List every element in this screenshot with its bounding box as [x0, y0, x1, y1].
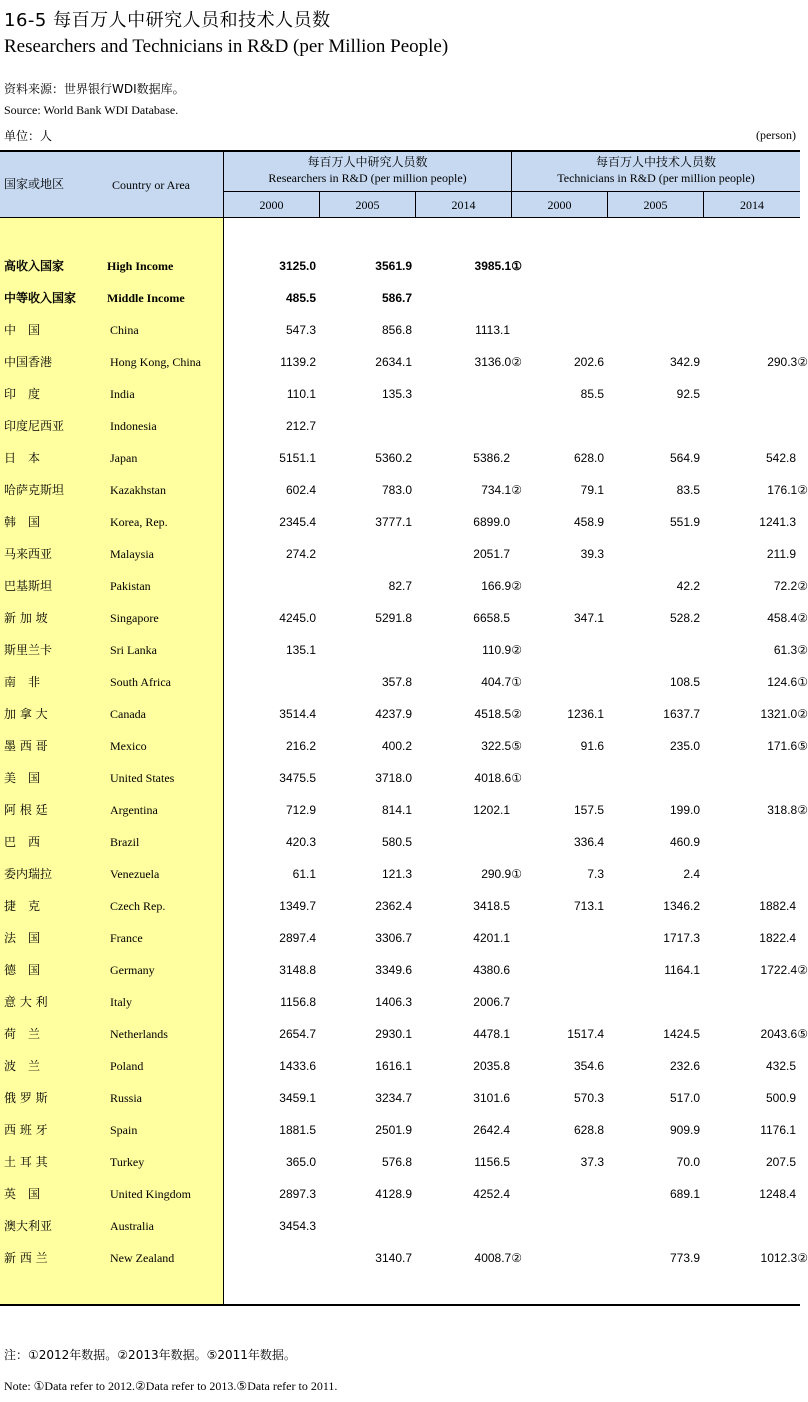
value-cell: 576.8 [381, 1155, 412, 1169]
value-cell: 570.3 [573, 1091, 604, 1105]
country-name-en: United States [110, 771, 175, 785]
source-cn: 资料来源：世界银行WDI数据库。 [4, 82, 185, 96]
country-name-en: United Kingdom [110, 1187, 191, 1201]
value-cell: 517.0 [669, 1091, 700, 1105]
value-cell: 551.9 [669, 515, 700, 529]
table-row [0, 762, 800, 794]
value-cell: 202.6 [573, 355, 604, 369]
value-cell: 83.5 [676, 483, 700, 497]
value-cell: 1822.4 [759, 931, 796, 945]
value-cell: 458.9 [573, 515, 604, 529]
value-cell: 2006.7 [473, 995, 510, 1009]
value-cell: 176.1② [767, 483, 808, 497]
data-table [0, 150, 808, 1306]
value-cell: 1236.1 [567, 707, 604, 721]
value-cell: 1202.1 [473, 803, 510, 817]
table-row [0, 442, 800, 474]
year-divider [703, 191, 704, 218]
country-name-en: Spain [110, 1123, 138, 1137]
value-cell: 2043.6⑤ [760, 1027, 808, 1041]
country-name-cn: 新 加 坡 [4, 611, 48, 625]
value-cell: 166.9② [481, 579, 522, 593]
value-cell: 3475.5 [279, 771, 316, 785]
value-cell: 460.9 [669, 835, 700, 849]
country-name-cn: 土 耳 其 [4, 1155, 48, 1169]
table-row [0, 282, 800, 314]
value-cell: 909.9 [669, 1123, 700, 1137]
table-row [0, 826, 800, 858]
year-divider [607, 191, 608, 218]
country-name-cn: 俄 罗 斯 [4, 1091, 48, 1105]
table-row [0, 570, 808, 602]
table-row [0, 314, 800, 346]
country-name-cn: 英 国 [4, 1187, 41, 1201]
value-cell: 82.7 [388, 579, 412, 593]
table-row [0, 890, 800, 922]
page-title-en: Researchers and Technicians in R&D (per Million People) [4, 36, 449, 57]
value-cell: 3514.4 [279, 707, 316, 721]
table-row [0, 346, 808, 378]
value-cell: 5291.8 [375, 611, 412, 625]
table-row [0, 1050, 800, 1082]
country-name-en: Indonesia [110, 419, 157, 433]
source-en: Source: World Bank WDI Database. [4, 103, 179, 117]
value-cell: 4518.5② [474, 707, 522, 721]
country-name-en: Middle Income [107, 291, 185, 305]
country-name-en: Pakistan [110, 579, 151, 593]
value-cell: 586.7 [381, 291, 412, 305]
value-cell: 61.3② [773, 643, 808, 657]
value-cell: 2634.1 [375, 355, 412, 369]
country-name-en: India [110, 387, 135, 401]
value-cell: 336.4 [573, 835, 604, 849]
value-cell: 458.4② [767, 611, 808, 625]
value-cell: 4201.1 [473, 931, 510, 945]
value-cell: 4018.6① [474, 771, 522, 785]
country-name-en: High Income [107, 259, 174, 273]
country-name-en: Russia [110, 1091, 143, 1105]
table-row [0, 698, 808, 730]
value-cell: 712.9 [285, 803, 316, 817]
country-name-cn: 委内瑞拉 [4, 867, 53, 881]
value-cell: 773.9 [669, 1251, 700, 1265]
country-name-cn: 澳大利亚 [4, 1219, 53, 1233]
value-cell: 342.9 [669, 355, 700, 369]
country-name-en: Germany [110, 963, 155, 977]
year-divider [415, 191, 416, 218]
year-row-rule [224, 191, 800, 192]
value-cell: 1717.3 [663, 931, 700, 945]
value-cell: 1349.7 [279, 899, 316, 913]
value-cell: 2345.4 [279, 515, 316, 529]
value-cell: 5151.1 [279, 451, 316, 465]
value-cell: 3125.0 [279, 259, 316, 273]
header-researchers-en: Researchers in R&D (per million people) [268, 171, 467, 185]
value-cell: 3140.7 [375, 1251, 412, 1265]
table-top-rule [0, 150, 800, 152]
country-name-en: Italy [110, 995, 132, 1009]
country-name-cn: 中国香港 [4, 355, 53, 369]
year-header: 2000 [259, 198, 284, 212]
value-cell: 354.6 [573, 1059, 604, 1073]
country-name-cn: 意 大 利 [4, 995, 48, 1009]
value-cell: 3985.1① [474, 259, 522, 273]
table-row [0, 922, 800, 954]
value-cell: 91.6 [580, 739, 604, 753]
value-cell: 347.1 [573, 611, 604, 625]
value-cell: 121.3 [381, 867, 412, 881]
value-cell: 4380.6 [473, 963, 510, 977]
table-row [0, 1210, 800, 1242]
value-cell: 318.8② [767, 803, 808, 817]
value-cell: 3561.9 [375, 259, 412, 273]
value-cell: 1113.1 [475, 323, 510, 337]
header-technicians-en: Technicians in R&D (per million people) [557, 171, 755, 185]
table-row [0, 602, 808, 634]
value-cell: 814.1 [381, 803, 412, 817]
value-cell: 211.9 [766, 547, 796, 561]
value-cell: 1012.3② [760, 1251, 808, 1265]
value-cell: 39.3 [580, 547, 604, 561]
header-researchers-cn: 每百万人中研究人员数 [307, 155, 428, 169]
country-name-en: Kazakhstan [110, 483, 166, 497]
value-cell: 207.5 [765, 1155, 796, 1169]
country-name-en: Poland [110, 1059, 144, 1073]
value-cell: 232.6 [669, 1059, 700, 1073]
country-name-cn: 巴基斯坦 [4, 579, 53, 593]
value-cell: 37.3 [580, 1155, 604, 1169]
value-cell: 1722.4② [760, 963, 808, 977]
table-bottom-rule [0, 1304, 800, 1306]
year-header: 2014 [740, 198, 764, 212]
value-cell: 500.9 [765, 1091, 796, 1105]
value-cell: 110.1 [286, 387, 316, 401]
value-cell: 3718.0 [375, 771, 412, 785]
value-cell: 4128.9 [375, 1187, 412, 1201]
header-technicians [512, 154, 800, 186]
value-cell: 4008.7② [474, 1251, 522, 1265]
value-cell: 171.6⑤ [767, 739, 808, 753]
value-cell: 1139.2 [280, 355, 316, 369]
value-cell: 61.1 [292, 867, 316, 881]
unit-en: (person) [756, 128, 796, 142]
value-cell: 1164.1 [664, 963, 700, 977]
value-cell: 4478.1 [473, 1027, 510, 1041]
table-row [0, 474, 808, 506]
value-cell: 1424.5 [663, 1027, 700, 1041]
value-cell: 110.9② [482, 643, 522, 657]
value-cell: 2897.3 [279, 1187, 316, 1201]
year-header: 2005 [355, 198, 380, 212]
value-cell: 2654.7 [279, 1027, 316, 1041]
country-name-en: South Africa [110, 675, 171, 689]
table-row [0, 506, 800, 538]
country-name-en: Venezuela [110, 867, 160, 881]
table-row [0, 730, 808, 762]
value-cell: 528.2 [669, 611, 700, 625]
value-cell: 1406.3 [375, 995, 412, 1009]
value-cell: 4245.0 [279, 611, 316, 625]
country-name-en: France [110, 931, 143, 945]
value-cell: 5360.2 [375, 451, 412, 465]
country-name-cn: 高收入国家 [4, 259, 65, 273]
value-cell: 713.1 [573, 899, 604, 913]
table-row [0, 1242, 808, 1274]
value-cell: 42.2 [676, 579, 700, 593]
value-cell: 92.5 [676, 387, 700, 401]
value-cell: 6899.0 [473, 515, 510, 529]
value-cell: 2897.4 [279, 931, 316, 945]
value-cell: 1637.7 [663, 707, 700, 721]
value-cell: 400.2 [381, 739, 412, 753]
country-name-en: Korea, Rep. [110, 515, 168, 529]
value-cell: 564.9 [669, 451, 700, 465]
country-name-en: Turkey [110, 1155, 145, 1169]
value-cell: 1616.1 [375, 1059, 412, 1073]
value-cell: 602.4 [285, 483, 316, 497]
country-name-cn: 印 度 [4, 387, 41, 401]
value-cell: 2362.4 [375, 899, 412, 913]
header-technicians-cn: 每百万人中技术人员数 [595, 155, 716, 169]
country-name-cn: 阿 根 廷 [4, 803, 48, 817]
country-name-en: Australia [110, 1219, 154, 1233]
country-name-en: Hong Kong, China [110, 355, 201, 369]
header-country-en: Country or Area [112, 178, 190, 192]
country-name-cn: 加 拿 大 [4, 707, 48, 721]
header-bottom-rule [0, 217, 800, 218]
country-name-en: Argentina [110, 803, 158, 817]
country-name-cn: 中 国 [4, 323, 41, 337]
table-row [0, 1082, 800, 1114]
value-cell: 365.0 [285, 1155, 316, 1169]
value-cell: 72.2② [773, 579, 808, 593]
country-name-cn: 墨 西 哥 [4, 739, 48, 753]
value-cell: 1517.4 [567, 1027, 604, 1041]
country-name-en: Czech Rep. [110, 899, 166, 913]
country-name-cn: 波 兰 [4, 1059, 41, 1073]
value-cell: 3777.1 [375, 515, 412, 529]
value-cell: 1176.1 [760, 1123, 796, 1137]
value-cell: 3306.7 [375, 931, 412, 945]
table-row [0, 1018, 808, 1050]
country-name-en: Singapore [110, 611, 159, 625]
country-name-en: China [110, 323, 139, 337]
unit-cn: 单位：人 [4, 129, 53, 143]
country-name-cn: 印度尼西亚 [4, 419, 65, 433]
value-cell: 1241.3 [759, 515, 796, 529]
value-cell: 1156.8 [280, 995, 316, 1009]
year-header: 2005 [643, 198, 668, 212]
table-row [0, 1178, 800, 1210]
value-cell: 4252.4 [473, 1187, 510, 1201]
country-name-cn: 中等收入国家 [4, 291, 77, 305]
value-cell: 404.7① [481, 675, 522, 689]
value-cell: 628.8 [573, 1123, 604, 1137]
country-name-en: Mexico [110, 739, 147, 753]
value-cell: 2051.7 [473, 547, 510, 561]
value-cell: 79.1 [580, 483, 604, 497]
country-name-en: Sri Lanka [110, 643, 157, 657]
value-cell: 734.1② [481, 483, 522, 497]
value-cell: 783.0 [381, 483, 412, 497]
value-cell: 3459.1 [279, 1091, 316, 1105]
value-cell: 856.8 [381, 323, 412, 337]
country-name-cn: 法 国 [4, 931, 41, 945]
value-cell: 135.3 [381, 387, 412, 401]
country-name-cn: 美 国 [4, 771, 41, 785]
value-cell: 420.3 [285, 835, 316, 849]
table-row [0, 250, 800, 282]
value-cell: 580.5 [381, 835, 412, 849]
footnote-cn: 注：①2012年数据。②2013年数据。⑤2011年数据。 [4, 1348, 296, 1362]
value-cell: 4237.9 [375, 707, 412, 721]
value-cell: 274.2 [285, 547, 316, 561]
value-cell: 2642.4 [473, 1123, 510, 1137]
table-row [0, 410, 800, 442]
country-name-cn: 德 国 [4, 963, 41, 977]
country-name-cn: 日 本 [4, 451, 41, 465]
table-row [0, 1146, 800, 1178]
value-cell: 124.6① [767, 675, 808, 689]
country-name-cn: 荷 兰 [4, 1027, 41, 1041]
country-name-en: Japan [110, 451, 138, 465]
value-cell: 108.5 [669, 675, 700, 689]
country-name-cn: 西 班 牙 [4, 1123, 48, 1137]
country-name-cn: 韩 国 [4, 515, 41, 529]
table-row [0, 954, 808, 986]
value-cell: 2930.1 [375, 1027, 412, 1041]
value-cell: 135.1 [285, 643, 316, 657]
value-cell: 290.9① [481, 867, 522, 881]
value-cell: 157.5 [573, 803, 604, 817]
value-cell: 290.3② [767, 355, 808, 369]
value-cell: 3148.8 [279, 963, 316, 977]
value-cell: 547.3 [285, 323, 316, 337]
value-cell: 432.5 [765, 1059, 796, 1073]
value-cell: 1882.4 [759, 899, 796, 913]
country-name-cn: 斯里兰卡 [4, 643, 53, 657]
value-cell: 2.4 [683, 867, 700, 881]
country-name-en: Netherlands [110, 1027, 168, 1041]
value-cell: 689.1 [669, 1187, 700, 1201]
table-row [0, 986, 800, 1018]
value-cell: 2501.9 [375, 1123, 412, 1137]
value-cell: 1881.5 [279, 1123, 316, 1137]
value-cell: 628.0 [573, 451, 604, 465]
value-cell: 70.0 [676, 1155, 700, 1169]
country-name-en: Malaysia [110, 547, 154, 561]
header-researchers [224, 154, 511, 186]
value-cell: 3101.6 [473, 1091, 510, 1105]
value-cell: 235.0 [669, 739, 700, 753]
value-cell: 3349.6 [375, 963, 412, 977]
country-name-en: Brazil [110, 835, 140, 849]
value-cell: 1248.4 [759, 1187, 796, 1201]
value-cell: 1321.0② [760, 707, 808, 721]
value-cell: 1346.2 [663, 899, 700, 913]
value-cell: 1433.6 [279, 1059, 316, 1073]
country-name-cn: 新 西 兰 [4, 1251, 48, 1265]
value-cell: 6658.5 [473, 611, 510, 625]
value-cell: 7.3 [587, 867, 604, 881]
value-cell: 1156.5 [474, 1155, 510, 1169]
value-cell: 212.7 [285, 419, 316, 433]
table-row [0, 794, 808, 826]
value-cell: 357.8 [381, 675, 412, 689]
header-country-cn: 国家或地区 [4, 177, 65, 191]
value-cell: 542.8 [765, 451, 796, 465]
footnote-en: Note: ①Data refer to 2012.②Data refer to 2013.⑤Data refer to 2011. [4, 1379, 338, 1393]
table-row [0, 538, 800, 570]
value-cell: 3454.3 [279, 1219, 316, 1233]
value-cell: 3136.0② [474, 355, 522, 369]
country-name-cn: 捷 克 [4, 899, 41, 913]
country-name-en: Canada [110, 707, 146, 721]
group-divider [511, 150, 512, 218]
value-cell: 5386.2 [473, 451, 510, 465]
table-row [0, 858, 800, 890]
table-row [0, 378, 800, 410]
year-header: 2014 [451, 198, 476, 212]
value-cell: 216.2 [285, 739, 316, 753]
country-name-cn: 马来西亚 [4, 547, 53, 561]
value-cell: 3234.7 [375, 1091, 412, 1105]
value-cell: 199.0 [669, 803, 700, 817]
year-header: 2000 [547, 198, 572, 212]
value-cell: 85.5 [580, 387, 604, 401]
value-cell: 2035.8 [473, 1059, 510, 1073]
table-row [0, 1114, 800, 1146]
year-divider [319, 191, 320, 218]
value-cell: 485.5 [285, 291, 316, 305]
country-name-en: New Zealand [110, 1251, 175, 1265]
value-cell: 322.5⑤ [481, 739, 522, 753]
country-name-cn: 巴 西 [4, 835, 41, 849]
country-name-cn: 南 非 [4, 675, 41, 689]
value-cell: 3418.5 [473, 899, 510, 913]
table-row [0, 634, 808, 666]
table-row [0, 666, 808, 698]
country-name-cn: 哈萨克斯坦 [4, 483, 65, 497]
page-title-cn: 16-5 每百万人中研究人员和技术人员数 [4, 10, 331, 31]
